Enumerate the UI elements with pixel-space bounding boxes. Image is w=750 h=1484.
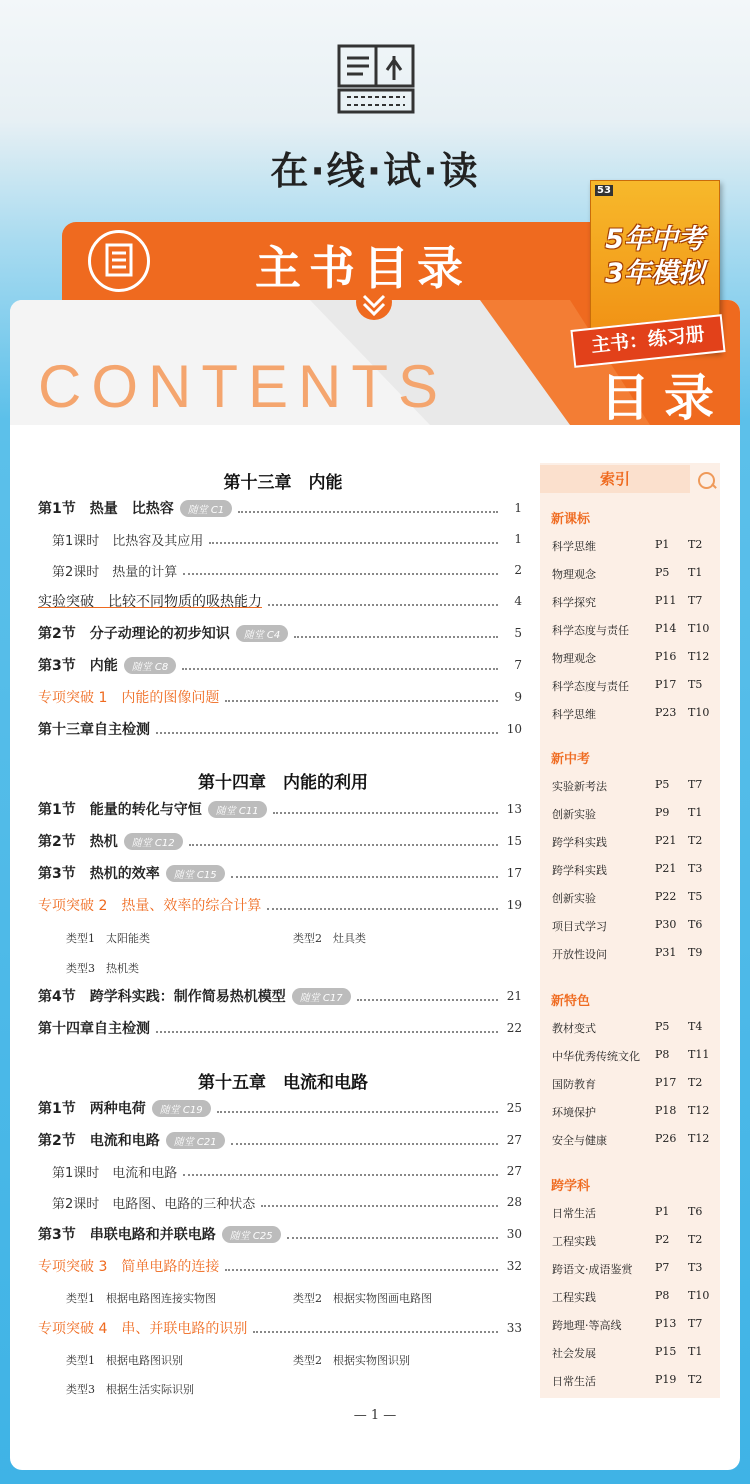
index-item-page: P17	[655, 1076, 677, 1089]
chapter-title: 第十五章 电流和电路	[198, 1073, 368, 1093]
index-row[interactable]	[552, 1205, 712, 1221]
toc-page: 28	[506, 1195, 522, 1209]
quiz-badge: 随堂 C1	[180, 500, 233, 517]
toc-label: 专项突破 4 串、并联电路的识别	[38, 1321, 248, 1337]
toc-row[interactable]	[38, 1223, 522, 1245]
index-row[interactable]	[552, 594, 712, 610]
index-row[interactable]	[552, 538, 712, 554]
index-category: 新特色	[551, 994, 591, 1009]
index-item-task: T10	[688, 622, 710, 635]
index-row[interactable]	[552, 650, 712, 666]
index-row[interactable]	[552, 1020, 712, 1036]
book-keyboard-icon	[335, 44, 417, 116]
index-item-page: P23	[655, 706, 677, 719]
main-book-contents-title: 主书目录	[255, 241, 471, 295]
toc-label: 专项突破 3 简单电路的连接	[38, 1259, 220, 1275]
toc-row[interactable]	[38, 1255, 522, 1277]
toc-label: 第2节 热机	[38, 834, 118, 850]
contents-heading: CONTENTS	[38, 353, 448, 420]
toc-row[interactable]	[38, 798, 522, 820]
index-row[interactable]	[552, 862, 712, 878]
index-item-task: T5	[688, 890, 703, 903]
toc-row[interactable]	[38, 559, 522, 581]
index-item-task: T2	[688, 1233, 703, 1246]
index-item-page: P9	[655, 806, 670, 819]
index-item-task: T9	[688, 946, 703, 959]
index-item-task: T2	[688, 1076, 703, 1089]
toc-label: 第十三章自主检测	[38, 722, 150, 738]
toc-page: 33	[506, 1321, 522, 1335]
index-row[interactable]	[552, 1104, 712, 1120]
index-item-name: 项目式学习	[552, 920, 607, 933]
index-item-task: T7	[688, 778, 703, 791]
index-category: 新课标	[551, 512, 591, 527]
index-item-page: P21	[655, 862, 677, 875]
index-item-name: 中华优秀传统文化	[552, 1050, 640, 1063]
index-item-name: 跨语文·成语鉴赏	[552, 1263, 633, 1276]
index-item-task: T10	[688, 706, 710, 719]
toc-row[interactable]	[38, 528, 522, 550]
index-row[interactable]	[552, 918, 712, 934]
toc-page: 30	[506, 1227, 522, 1241]
toc-page: 15	[506, 834, 522, 848]
quiz-badge: 随堂 C19	[152, 1100, 211, 1117]
toc-page: 22	[506, 1021, 522, 1035]
index-item-name: 科学思维	[552, 708, 596, 721]
toc-label: 第3节 热机的效率	[38, 866, 160, 882]
index-item-task: T7	[688, 594, 703, 607]
toc-page: 25	[506, 1101, 522, 1115]
index-item-page: P14	[655, 622, 677, 635]
index-item-page: P1	[655, 538, 670, 551]
index-row[interactable]	[552, 1345, 712, 1361]
toc-row[interactable]	[38, 1017, 522, 1039]
toc-page: 1	[514, 532, 522, 546]
index-item-name: 创新实验	[552, 892, 596, 905]
quiz-badge: 随堂 C8	[124, 657, 177, 674]
search-icon[interactable]	[698, 472, 715, 489]
index-item-page: P8	[655, 1289, 670, 1302]
toc-row[interactable]	[38, 1129, 522, 1151]
index-item-task: T12	[688, 1104, 710, 1117]
index-item-name: 跨学科实践	[552, 864, 607, 877]
toc-row[interactable]	[38, 1160, 522, 1182]
index-row[interactable]	[552, 1289, 712, 1305]
toc-label: 第2课时 电路图、电路的三种状态	[52, 1196, 256, 1212]
type-item: 类型2 灶具类	[293, 932, 366, 945]
chevron-down-icon	[352, 292, 396, 322]
mulu-heading: 目录	[600, 369, 728, 427]
toc-page: 21	[506, 989, 522, 1003]
index-item-task: T12	[688, 1132, 710, 1145]
index-item-name: 社会发展	[552, 1347, 596, 1360]
index-item-page: P18	[655, 1104, 677, 1117]
index-item-task: T3	[688, 862, 703, 875]
index-item-name: 实验新考法	[552, 780, 607, 793]
toc-label: 专项突破 2 热量、效率的综合计算	[38, 898, 262, 914]
toc-row[interactable]	[38, 894, 522, 916]
toc-page: 32	[506, 1259, 522, 1273]
index-item-name: 跨学科实践	[552, 836, 607, 849]
toc-page: 5	[514, 626, 522, 640]
index-item-page: P21	[655, 834, 677, 847]
index-item-name: 科学探究	[552, 596, 596, 609]
index-row[interactable]	[552, 1317, 712, 1333]
toc-row[interactable]	[38, 686, 522, 708]
index-item-page: P15	[655, 1345, 677, 1358]
index-row[interactable]	[552, 1373, 712, 1389]
index-item-name: 工程实践	[552, 1291, 596, 1304]
index-item-page: P19	[655, 1373, 677, 1386]
index-item-name: 日常生活	[552, 1375, 596, 1388]
toc-page: 10	[506, 722, 522, 736]
toc-row[interactable]	[38, 622, 522, 644]
toc-page: 9	[514, 690, 522, 704]
index-row[interactable]	[552, 778, 712, 794]
type-item: 类型3 根据生活实际识别	[66, 1383, 194, 1396]
toc-label: 第1节 热量 比热容	[38, 501, 174, 517]
index-item-name: 日常生活	[552, 1207, 596, 1220]
index-row[interactable]	[552, 1233, 712, 1249]
chapter-title: 第十三章 内能	[223, 473, 343, 493]
quiz-badge: 随堂 C15	[166, 865, 225, 882]
toc-label: 第2课时 热量的计算	[52, 564, 178, 580]
index-row[interactable]	[552, 622, 712, 638]
index-item-page: P30	[655, 918, 677, 931]
toc-page: 7	[514, 658, 522, 672]
index-item-name: 国防教育	[552, 1078, 596, 1091]
index-row[interactable]	[552, 1076, 712, 1092]
index-item-task: T1	[688, 566, 703, 579]
toc-row[interactable]	[38, 718, 522, 740]
index-item-task: T10	[688, 1289, 710, 1302]
index-row[interactable]	[552, 566, 712, 582]
toc-row[interactable]	[38, 862, 522, 884]
toc-label: 第1节 能量的转化与守恒	[38, 802, 202, 818]
index-item-page: P31	[655, 946, 677, 959]
index-item-task: T6	[688, 918, 703, 931]
toc-label: 第1课时 比热容及其应用	[52, 533, 204, 549]
index-item-task: T7	[688, 1317, 703, 1330]
index-item-task: T2	[688, 538, 703, 551]
toc-page: 27	[506, 1133, 522, 1147]
index-item-task: T6	[688, 1205, 703, 1218]
index-item-name: 开放性设问	[552, 948, 607, 961]
index-row[interactable]	[552, 706, 712, 722]
type-item: 类型1 根据电路图连接实物图	[66, 1292, 216, 1305]
index-item-name: 安全与健康	[552, 1134, 607, 1147]
document-icon	[88, 230, 150, 292]
index-item-page: P16	[655, 650, 677, 663]
index-item-task: T5	[688, 678, 703, 691]
toc-row[interactable]	[38, 1191, 522, 1213]
online-reading-title: 在·线·试·读	[270, 149, 480, 193]
index-row[interactable]	[552, 678, 712, 694]
toc-row[interactable]	[38, 497, 522, 519]
toc-row[interactable]	[38, 590, 522, 612]
toc-label: 第2节 分子动理论的初步知识	[38, 626, 230, 642]
toc-row[interactable]	[38, 830, 522, 852]
toc-label: 第3节 串联电路和并联电路	[38, 1227, 216, 1243]
index-row[interactable]	[552, 1048, 712, 1064]
toc-label: 专项突破 1 内能的图像问题	[38, 690, 220, 706]
toc-label: 第十四章自主检测	[38, 1021, 150, 1037]
index-item-page: P5	[655, 778, 670, 791]
toc-page: 4	[514, 594, 522, 608]
toc-page: 19	[506, 898, 522, 912]
index-category: 跨学科	[551, 1179, 591, 1194]
toc-page: 1	[514, 501, 522, 515]
chapter-title: 第十四章 内能的利用	[198, 773, 368, 793]
index-item-name: 跨地理·等高线	[552, 1319, 622, 1332]
quiz-badge: 随堂 C4	[236, 625, 289, 642]
index-item-name: 科学态度与责任	[552, 680, 629, 693]
index-item-name: 科学态度与责任	[552, 624, 629, 637]
index-item-page: P22	[655, 890, 677, 903]
toc-label: 实验突破 比较不同物质的吸热能力	[38, 594, 262, 610]
index-row[interactable]	[552, 1132, 712, 1148]
page-number: — 1 —	[353, 1408, 397, 1423]
quiz-badge: 随堂 C25	[222, 1226, 281, 1243]
quiz-badge: 随堂 C17	[292, 988, 351, 1005]
book-title-line2: 3年模拟	[605, 258, 705, 289]
index-item-task: T2	[688, 834, 703, 847]
toc-page: 27	[506, 1164, 522, 1178]
book-logo: 53	[597, 185, 611, 196]
index-item-page: P2	[655, 1233, 670, 1246]
index-title: 索引	[540, 465, 690, 493]
toc-row[interactable]	[38, 654, 522, 676]
quiz-badge: 随堂 C21	[166, 1132, 225, 1149]
toc-page: 2	[514, 563, 522, 577]
index-row[interactable]	[552, 834, 712, 850]
toc-label: 第4节 跨学科实践：制作简易热机模型	[38, 989, 286, 1005]
quiz-badge: 随堂 C11	[208, 801, 267, 818]
index-item-page: P17	[655, 678, 677, 691]
index-item-page: P5	[655, 566, 670, 579]
index-item-name: 教材变式	[552, 1022, 596, 1035]
index-item-page: P1	[655, 1205, 670, 1218]
toc-page: 17	[506, 866, 522, 880]
type-item: 类型3 热机类	[66, 962, 139, 975]
index-item-task: T1	[688, 1345, 703, 1358]
index-item-page: P7	[655, 1261, 670, 1274]
toc-row[interactable]	[38, 1097, 522, 1119]
index-item-task: T4	[688, 1020, 703, 1033]
index-item-name: 物理观念	[552, 568, 596, 581]
index-item-page: P13	[655, 1317, 677, 1330]
index-row[interactable]	[552, 1261, 712, 1277]
index-item-task: T11	[688, 1048, 710, 1061]
index-item-page: P11	[655, 594, 677, 607]
index-row[interactable]	[552, 890, 712, 906]
index-item-page: P5	[655, 1020, 670, 1033]
toc-label: 第1课时 电流和电路	[52, 1165, 178, 1181]
toc-label: 第1节 两种电荷	[38, 1101, 146, 1117]
index-item-name: 环境保护	[552, 1106, 596, 1119]
index-item-task: T1	[688, 806, 703, 819]
book-title-line1: 5年中考	[605, 224, 705, 255]
type-item: 类型2 根据实物图画电路图	[293, 1292, 432, 1305]
index-item-page: P8	[655, 1048, 670, 1061]
toc-page: 13	[506, 802, 522, 816]
book-sticker: 主书：练习册	[570, 314, 725, 368]
quiz-badge: 随堂 C12	[124, 833, 183, 850]
index-row[interactable]	[552, 946, 712, 962]
type-item: 类型2 根据实物图识别	[293, 1354, 410, 1367]
toc-label: 第3节 内能	[38, 658, 118, 674]
index-category: 新中考	[551, 752, 591, 767]
index-item-name: 工程实践	[552, 1235, 596, 1248]
index-item-name: 科学思维	[552, 540, 596, 553]
toc-row[interactable]	[38, 985, 522, 1007]
index-item-page: P26	[655, 1132, 677, 1145]
toc-row[interactable]	[38, 1317, 522, 1339]
index-row[interactable]	[552, 806, 712, 822]
toc-label: 第2节 电流和电路	[38, 1133, 160, 1149]
type-item: 类型1 太阳能类	[66, 932, 150, 945]
index-item-name: 创新实验	[552, 808, 596, 821]
index-item-task: T2	[688, 1373, 703, 1386]
index-item-task: T3	[688, 1261, 703, 1274]
index-item-task: T12	[688, 650, 710, 663]
type-item: 类型1 根据电路图识别	[66, 1354, 183, 1367]
index-item-name: 物理观念	[552, 652, 596, 665]
